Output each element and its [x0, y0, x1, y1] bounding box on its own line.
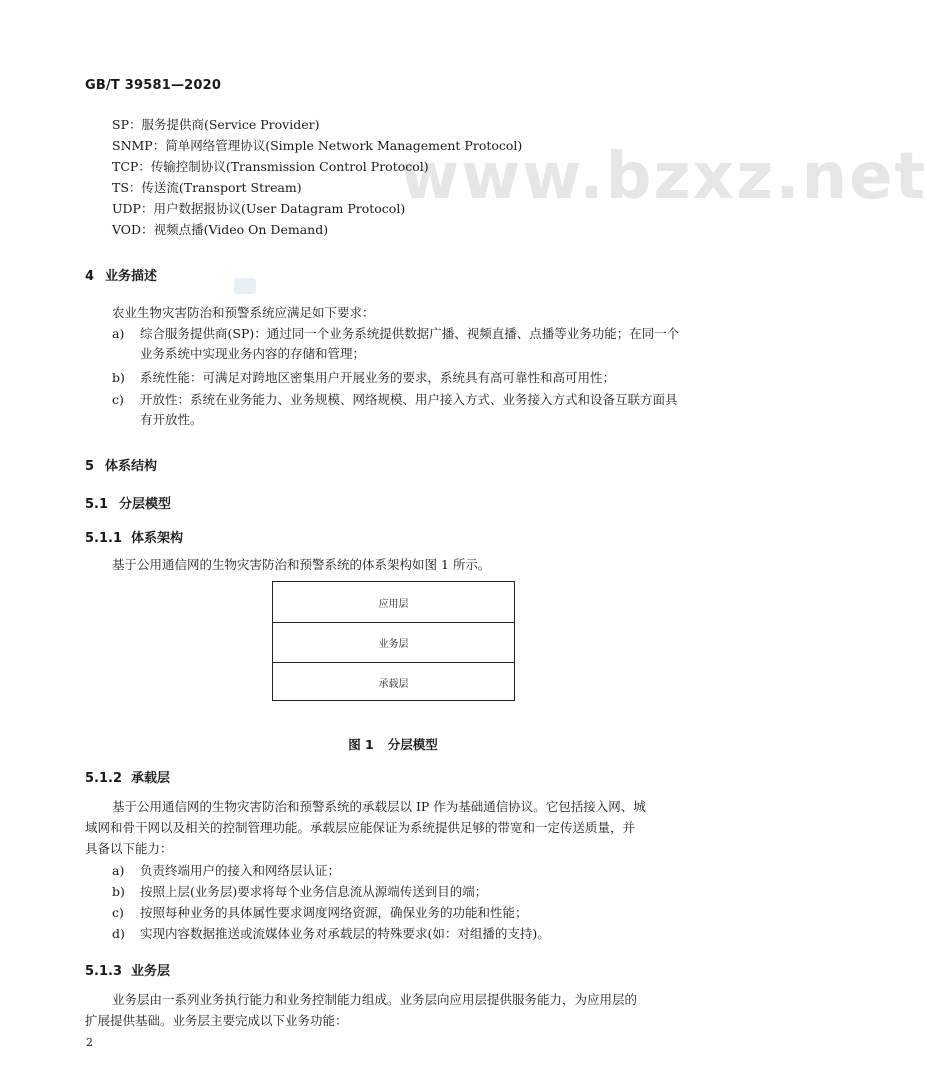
- list-text: 开放性：系统在业务能力、业务规模、网络规模、用户接入方式、业务接入方式和设备互联方面具有开放性。: [140, 392, 678, 427]
- section-4-heading: [85, 265, 157, 284]
- list-text: 实现内容数据推送或流媒体业务对承载层的特殊要求(如：对组播的支持)。: [140, 926, 550, 941]
- paragraph-line: 业务层由一系列业务执行能力和业务控制能力组成。业务层向应用层提供服务能力，为应用层的: [112, 992, 638, 1007]
- list-item: [112, 882, 682, 902]
- list-text: 按照上层(业务层)要求将每个业务信息流从源端传送到目的端；: [140, 884, 488, 899]
- section-number: 5: [85, 459, 95, 474]
- watermark: www.bzxz.net: [400, 140, 927, 214]
- section-title: 体系结构: [105, 459, 158, 474]
- figure-caption: [0, 735, 800, 753]
- section-number: 5.1.3: [85, 964, 123, 979]
- list-text: 负责终端用户的接入和网络层认证；: [140, 863, 341, 878]
- paragraph-line: 具备以下能力：: [85, 841, 173, 856]
- abbreviation-item: SNMP：简单网络管理协议(Simple Network Management Protocol): [112, 138, 523, 153]
- layer-application: 应用层: [378, 598, 409, 610]
- list-marker: c): [112, 905, 124, 920]
- list-marker: b): [112, 370, 125, 385]
- section-title: 业务描述: [105, 269, 158, 284]
- section-title: 体系架构: [131, 531, 184, 546]
- section-number: 5.1: [85, 497, 109, 512]
- page-number: 2: [86, 1036, 93, 1049]
- layer-model-figure: [272, 581, 515, 701]
- paragraph-line: 扩展提供基础。业务层主要完成以下业务功能：: [85, 1013, 348, 1028]
- list-marker: b): [112, 884, 125, 899]
- section-number: 5.1.2: [85, 771, 123, 786]
- section-number: 4: [85, 269, 95, 284]
- list-marker: c): [112, 392, 124, 407]
- section-5-1-1-text: 基于公用通信网的生物灾害防治和预警系统的体系架构如图 1 所示。: [112, 557, 491, 572]
- abbreviation-item: UDP：用户数据报协议(User Datagram Protocol): [112, 201, 406, 216]
- list-item: [112, 861, 682, 881]
- section-5-1-heading: [85, 493, 171, 512]
- list-item: [112, 368, 682, 388]
- list-item: [112, 903, 682, 923]
- paragraph-line: 域网和骨干网以及相关的控制管理功能。承载层应能保证为系统提供足够的带宽和一定传送质量，并: [85, 820, 636, 835]
- list-text: 系统性能：可满足对跨地区密集用户开展业务的要求，系统具有高可靠性和高可用性；: [140, 370, 616, 385]
- list-marker: a): [112, 326, 125, 341]
- layer-service: 业务层: [273, 622, 514, 662]
- abbreviation-item: TCP：传输控制协议(Transmission Control Protocol): [112, 159, 429, 174]
- abbreviation-item: SP：服务提供商(Service Provider): [112, 117, 320, 132]
- section-title: 分层模型: [119, 497, 172, 512]
- abbreviation-item: TS：传送流(Transport Stream): [112, 180, 302, 195]
- section-number: 5.1.1: [85, 531, 123, 546]
- list-marker: a): [112, 863, 125, 878]
- layer-bearer: 承载层: [273, 662, 514, 702]
- section-5-heading: [85, 455, 157, 474]
- section-5-1-3-heading: [85, 960, 170, 979]
- list-text: 综合服务提供商(SP)：通过同一个业务系统提供数据广播、视频直播、点播等业务功能；在同一个业务系统中实现业务内容的存储和管理；: [140, 326, 680, 361]
- section-title: 承载层: [131, 771, 171, 786]
- watermark-logo: [234, 278, 256, 294]
- list-item: [112, 924, 682, 944]
- list-item: [112, 324, 682, 364]
- section-5-1-2-heading: [85, 767, 170, 786]
- list-text: 按照每种业务的具体属性要求调度网络资源，确保业务的功能和性能；: [140, 905, 528, 920]
- list-marker: d): [112, 926, 125, 941]
- paragraph-line: 基于公用通信网的生物灾害防治和预警系统的承载层以 IP 作为基础通信协议。它包括接入网、城: [112, 799, 646, 814]
- list-item: [112, 390, 682, 430]
- figure-number: 图 1: [348, 737, 374, 752]
- section-5-1-1-heading: [85, 527, 183, 546]
- section-4-intro: 农业生物灾害防治和预警系统应满足如下要求：: [112, 305, 375, 320]
- abbreviation-item: VOD：视频点播(Video On Demand): [112, 222, 329, 237]
- section-title: 业务层: [131, 964, 171, 979]
- figure-title: 分层模型: [387, 737, 438, 752]
- standard-number: GB/T 39581—2020: [85, 78, 222, 93]
